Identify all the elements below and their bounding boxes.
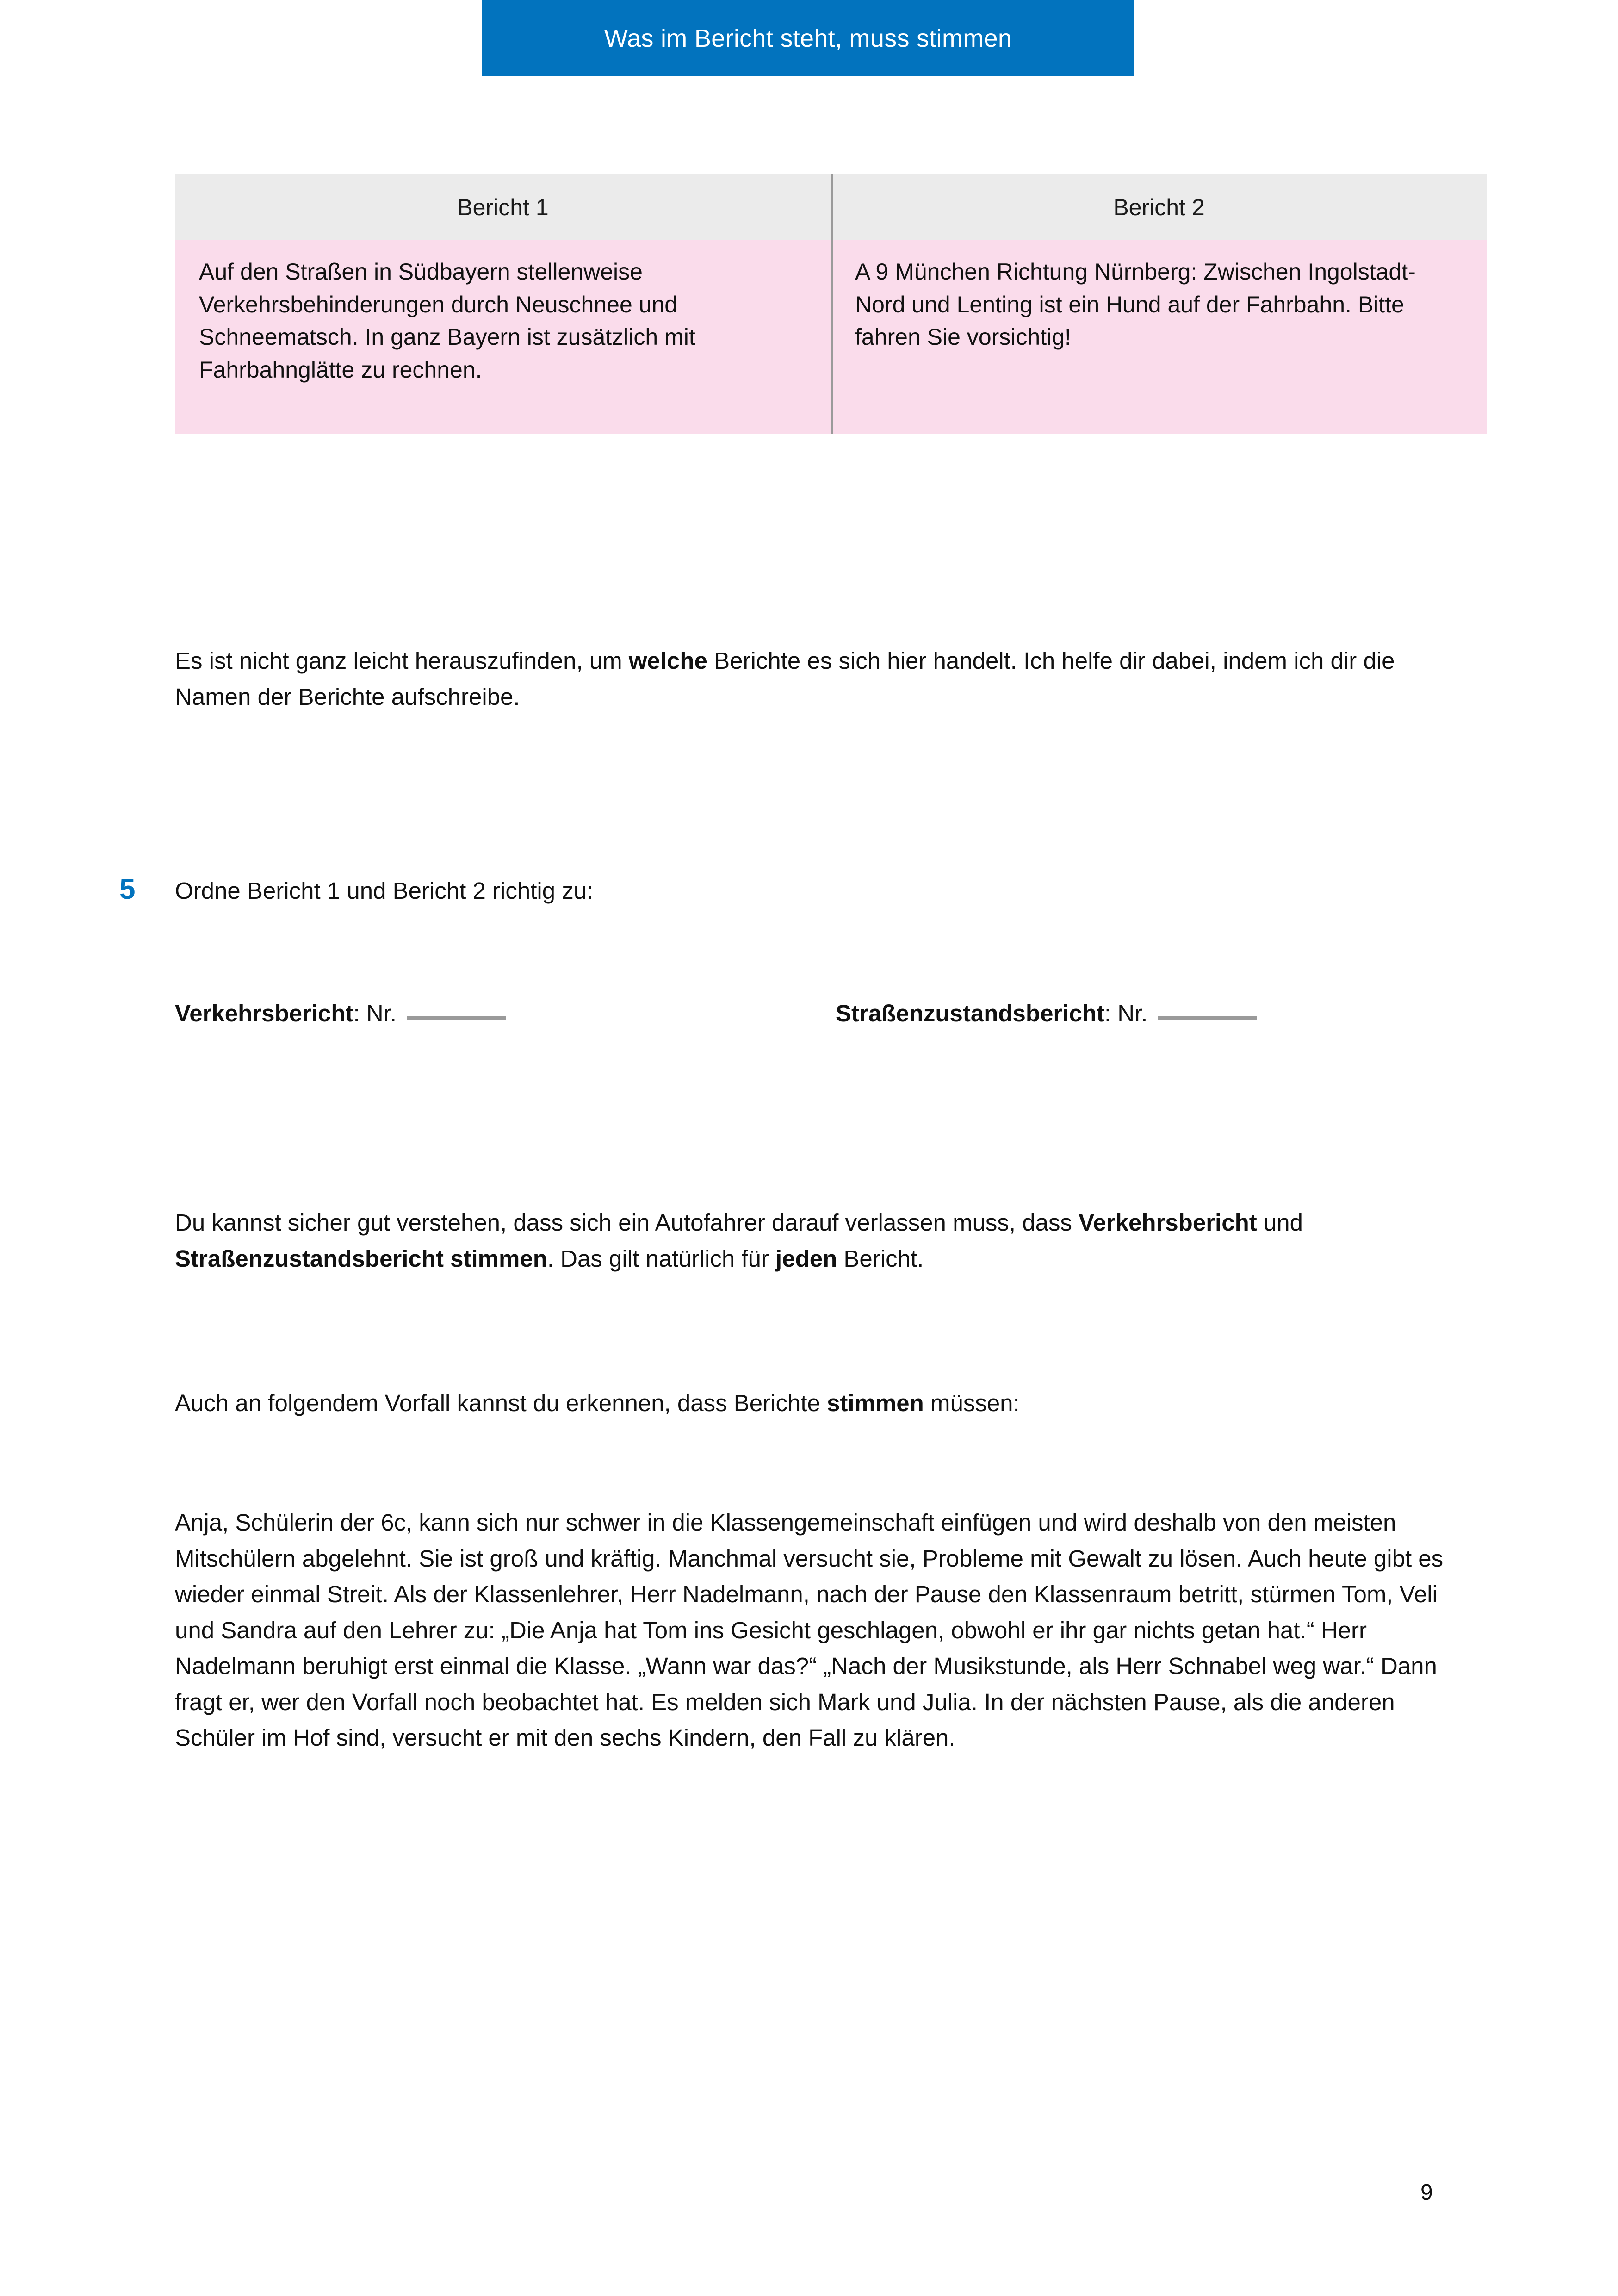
term-jeden: jeden [775, 1245, 837, 1272]
answer-label: Verkehrsbericht [175, 1000, 353, 1027]
column-header-label: Bericht 2 [1113, 194, 1205, 220]
answer-label: Straßenzustandsbericht [836, 1000, 1104, 1027]
report-text: A 9 München Richtung Nürnberg: Zwischen Ingolstadt-Nord und Lenting ist ein Hund auf der Fahrbahn. Bitte fahren Sie vorsichtig! [855, 259, 1416, 350]
column-divider-line [831, 174, 833, 434]
report-comparison-table [175, 174, 1487, 434]
paragraph-vorfall [175, 1385, 1480, 1421]
report-text: Auf den Straßen in Südbayern stellenweise Verkehrsbehinderungen durch Neuschnee und Schneematsch. In ganz Bayern ist zusätzlich mit Fahrbahnglätte zu rechnen. [199, 259, 695, 383]
table-header-cell-bericht-2 [831, 174, 1487, 240]
answer-row [175, 1000, 1487, 1027]
verlassen-text-3: . Das gilt natürlich für [547, 1245, 776, 1272]
page-number: 9 [1420, 2180, 1433, 2205]
intro-emphasis-welche: welche [628, 647, 707, 674]
vorfall-text-1: Auch an folgendem Vorfall kannst du erkennen, dass Berichte [175, 1390, 827, 1416]
exercise-number: 5 [119, 873, 136, 905]
exercise-instruction: Ordne Bericht 1 und Bericht 2 richtig zu: [175, 877, 594, 904]
table-cell-bericht-2-text [831, 240, 1487, 434]
vorfall-text-2: müssen: [924, 1390, 1020, 1416]
verlassen-text-2: und [1257, 1209, 1303, 1236]
exercise-5 [119, 873, 593, 906]
paragraph-verlassen [175, 1205, 1480, 1276]
column-header-label: Bericht 1 [457, 194, 549, 220]
page-header-banner [482, 0, 1134, 76]
answer-suffix: : Nr. [353, 1000, 397, 1027]
intro-text-part-1: Es ist nicht ganz leicht herauszufinden, um [175, 647, 629, 674]
answer-blank-line[interactable] [407, 1016, 506, 1020]
table-cell-bericht-1-text [175, 240, 831, 434]
term-stimmen: stimmen [827, 1390, 924, 1416]
answer-field-verkehrsbericht[interactable] [175, 1000, 836, 1027]
banner-title: Was im Bericht steht, muss stimmen [604, 24, 1012, 52]
verlassen-text-4: Bericht. [837, 1245, 924, 1272]
intro-text-part-2: Berichte es sich hier handelt. Ich helfe dir dabei, indem ich dir die Namen der Berichte aufschreibe. [175, 647, 1395, 710]
verlassen-text-1: Du kannst sicher gut verstehen, dass sich ein Autofahrer darauf verlassen muss, dass [175, 1209, 1079, 1236]
term-strassenzustandsbericht-stimmen: Straßenzustandsbericht stimmen [175, 1245, 547, 1272]
answer-field-strassenzustandsbericht[interactable] [836, 1000, 1257, 1027]
table-header-cell-bericht-1 [175, 174, 831, 240]
answer-blank-line[interactable] [1158, 1016, 1257, 1020]
term-verkehrsbericht: Verkehrsbericht [1079, 1209, 1257, 1236]
answer-suffix: : Nr. [1104, 1000, 1148, 1027]
intro-paragraph [175, 643, 1470, 715]
paragraph-story-anja: Anja, Schülerin der 6c, kann sich nur schwer in die Klassengemeinschaft einfügen und wird deshalb von den meisten Mitschülern abgelehnt. Sie ist groß und kräftig. Manchmal versucht sie, Probleme mit Gewalt zu lösen. Auch heute gibt es wieder einmal Streit. Als der Klassenlehrer, Herr Nadelmann, nach der Pause den Klassenraum betritt, stürmen Tom, Veli und Sandra auf den Lehrer zu: „Die Anja hat Tom ins Gesicht geschlagen, obwohl er ihr gar nichts getan hat.“ Herr Nadelmann beruhigt erst einmal die Klasse. „Wann war das?“ „Nach der Musikstunde, als Herr Schnabel weg war.“ Dann fragt er, wer den Vorfall noch beobachtet hat. Es melden sich Mark und Julia. In der nächsten Pause, als die anderen Schüler im Hof sind, versucht er mit den sechs Kindern, den Fall zu klären. [175, 1509, 1444, 1751]
